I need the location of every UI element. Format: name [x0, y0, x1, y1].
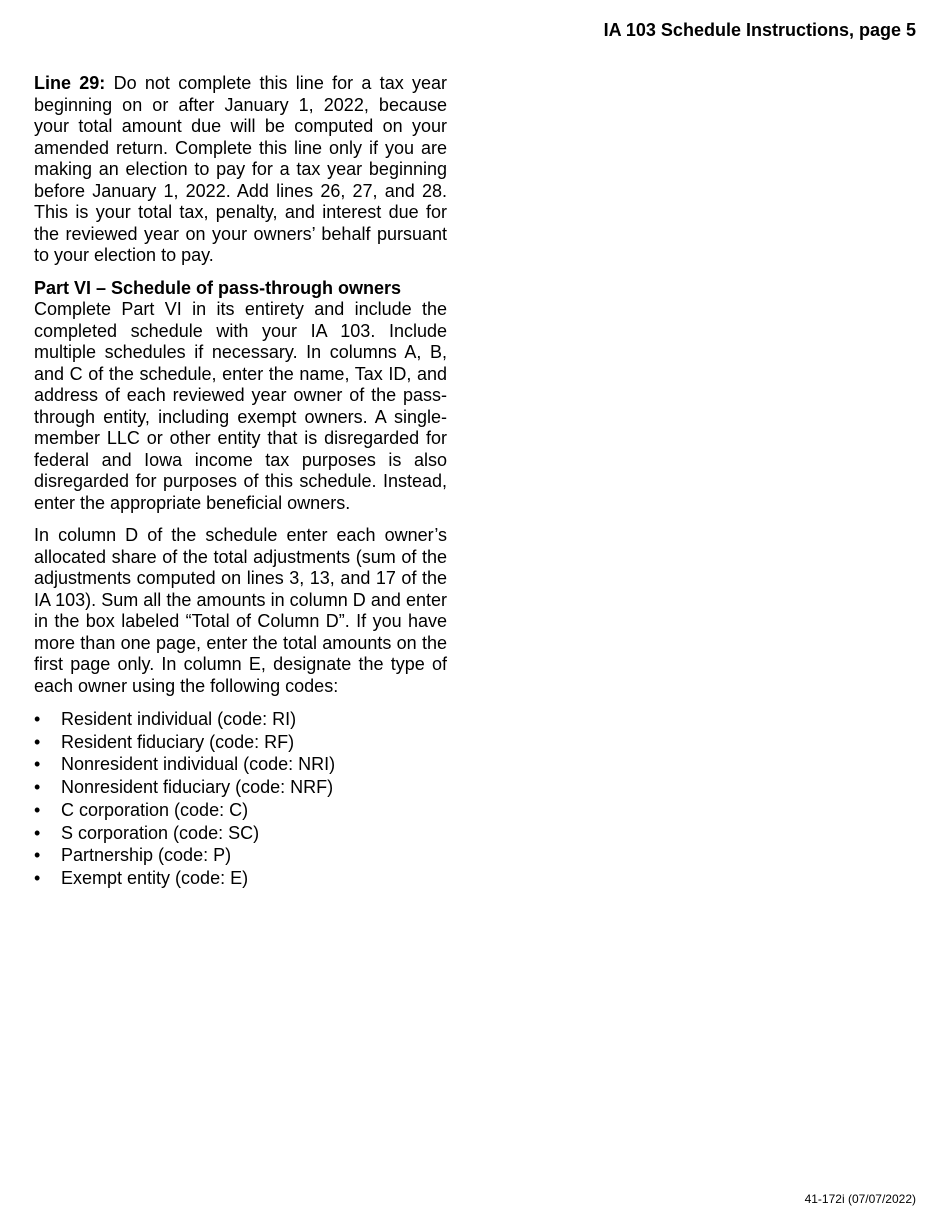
line-29-label: Line 29:	[34, 73, 106, 93]
bullet-icon: •	[34, 799, 41, 820]
owner-code-item	[34, 776, 447, 799]
bullet-icon: •	[34, 754, 41, 775]
part-6-paragraph-2: In column D of the schedule enter each owner’s allocated share of the total adjustments (sum of the adjustments computed on lines 3, 13, and 17 of the IA 103). Sum all the amounts in column D and enter in the box labeled “Total of Column D”. If you have more than one page, enter the total amounts on the first page only. In column E, designate the type of each owner using the following codes:	[34, 525, 447, 696]
line-29-text: Do not complete this line for a tax year beginning on or after January 1, 2022, because your total amount due will be computed on your amended return. Complete this line only if you are making an election to pay for a tax year beginning before January 1, 2022. Add lines 26, 27, and 28. This is your total tax, penalty, and interest due for the reviewed year on your owners’ behalf pursuant to your election to pay.	[34, 73, 447, 265]
owner-code-text: C corporation (code: C)	[61, 799, 249, 820]
owner-code-text: Exempt entity (code: E)	[61, 867, 249, 888]
bullet-icon: •	[34, 731, 41, 752]
bullet-icon: •	[34, 822, 41, 843]
owner-code-item	[34, 799, 447, 822]
bullet-icon: •	[34, 709, 41, 729]
line-29-paragraph	[34, 73, 447, 267]
owner-code-item	[34, 708, 447, 731]
owner-code-text: Resident fiduciary (code: RF)	[61, 731, 295, 752]
bullet-icon: •	[34, 777, 41, 798]
owner-code-text: Nonresident individual (code: NRI)	[61, 754, 336, 775]
owner-code-text: S corporation (code: SC)	[61, 822, 260, 843]
owner-code-item	[34, 844, 447, 867]
page-header-title: IA 103 Schedule Instructions, page 5	[603, 20, 916, 40]
part-6-paragraph-1: Complete Part VI in its entirety and include the completed schedule with your IA 103. Include multiple schedules if necessary. In columns A, B, and C of the schedule, enter the name, Tax ID, and address of each reviewed year owner of the pass-through entity, including exempt owners. A single-member LLC or other entity that is disregarded for federal and Iowa income tax purposes is also disregarded for purposes of this schedule. Instead, enter the appropriate beneficial owners.	[34, 299, 447, 513]
bullet-icon: •	[34, 867, 41, 888]
owner-code-item	[34, 822, 447, 845]
instructions-column	[34, 73, 447, 890]
owner-code-item	[34, 731, 447, 754]
owner-code-text: Resident individual (code: RI)	[61, 709, 297, 729]
owner-codes-list	[34, 708, 447, 890]
owner-code-item	[34, 867, 447, 890]
bullet-icon: •	[34, 845, 41, 866]
form-id-footer: 41-172i (07/07/2022)	[804, 1192, 916, 1206]
owner-code-text: Partnership (code: P)	[61, 845, 232, 866]
part-6-heading: Part VI – Schedule of pass-through owners	[34, 277, 402, 298]
owner-code-item	[34, 753, 447, 776]
owner-code-text: Nonresident fiduciary (code: NRF)	[61, 777, 334, 798]
